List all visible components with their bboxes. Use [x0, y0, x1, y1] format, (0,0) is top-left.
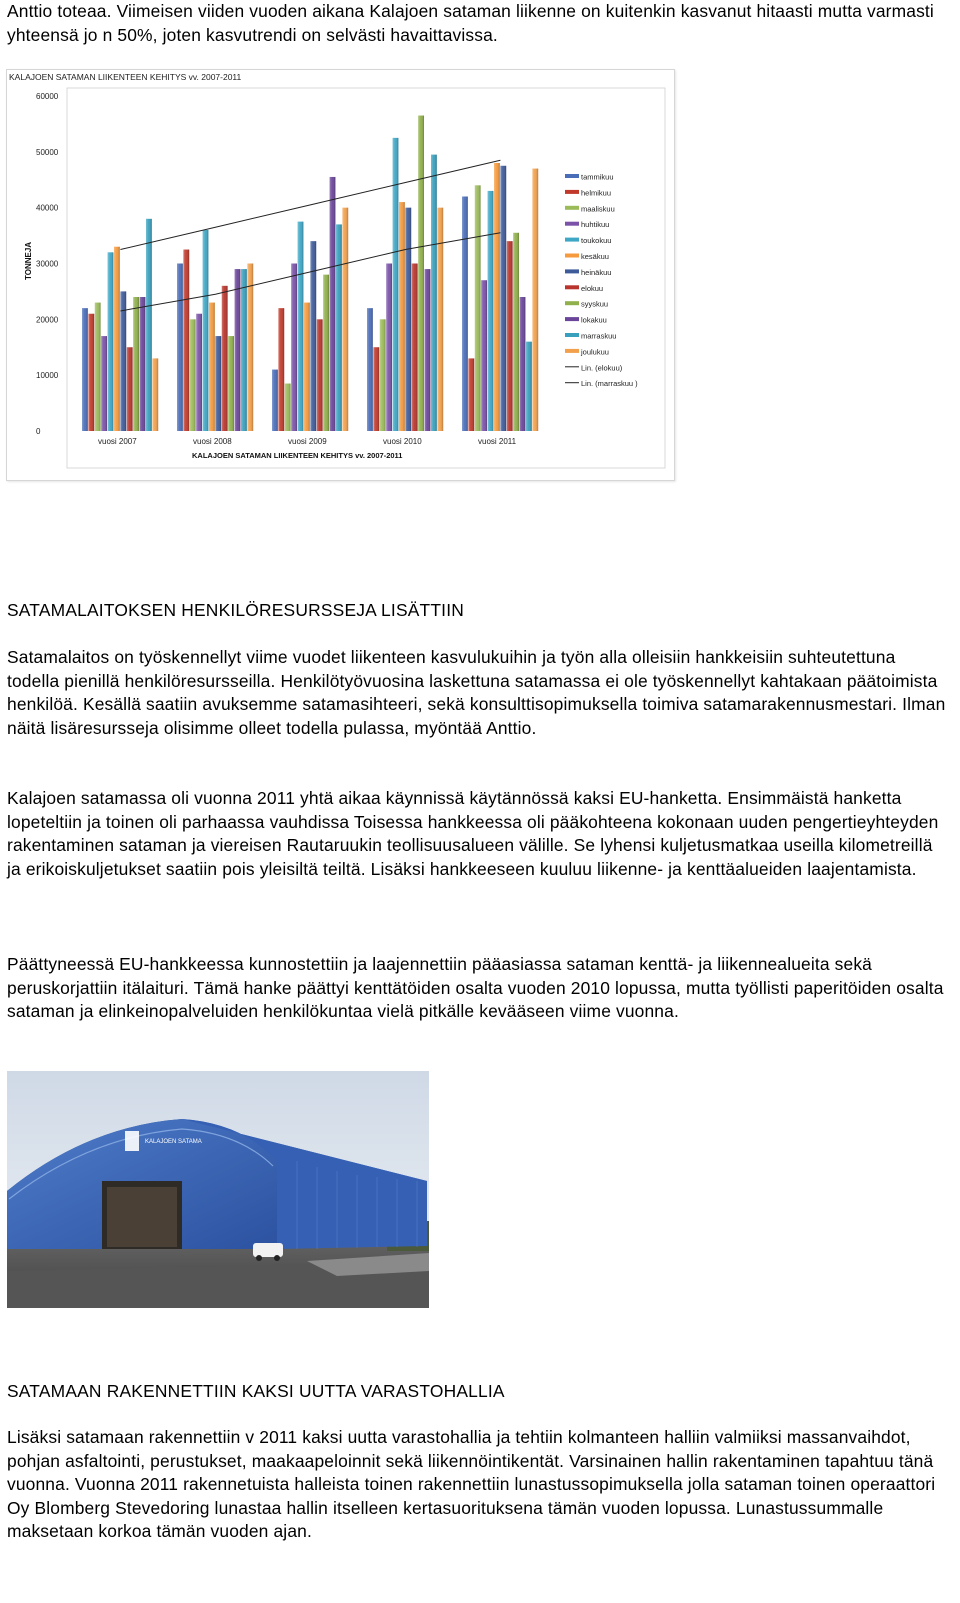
bar-shade	[380, 319, 386, 431]
warehouse-photo-svg	[7, 1071, 429, 1308]
x-tick-label: vuosi 2010	[383, 437, 422, 446]
legend-label: Lin. (marraskuu )	[581, 379, 638, 389]
bar-shade	[152, 358, 158, 431]
bar-shade	[95, 303, 101, 431]
legend-label: joulukuu	[581, 347, 609, 357]
bar-shade	[133, 297, 139, 431]
bar-shade	[235, 269, 241, 431]
bar-shade	[475, 185, 481, 431]
bar-shade	[101, 336, 107, 431]
legend-swatch	[565, 349, 579, 353]
y-tick-label: 60000	[36, 92, 59, 101]
bar-shade	[399, 202, 405, 431]
y-tick-label: 0	[36, 427, 41, 436]
x-tick-label: vuosi 2011	[478, 437, 517, 446]
legend-label: tammikuu	[581, 172, 614, 182]
bar-shade	[336, 224, 342, 431]
section2-paragraph: Lisäksi satamaan rakennettiin v 2011 kaksi uutta varastohallia ja tehtiin kolmanteen halliin valmiiksi massanvaihdot, pohjan asfaltointi, perustukset, maakaapeloinnit sekä liikennöintikentät. Varsinainen hallin rakentaminen tapahtuu tänä vuonna. Vuonna 2011 rakennetuista halleista toinen rakennettiin lunastussopimuksella jolla sataman toinen operaattori Oy Blomberg Stevedoring lunastaa hallin itselleen kertasuorituksena tämän vuoden lopussa. Lunastussummalle maksetaan korkoa tämän vuoden ajan.	[7, 1427, 936, 1542]
bar-shade	[373, 347, 379, 431]
bar-shade	[507, 241, 513, 431]
x-tick-label: vuosi 2008	[193, 437, 232, 446]
x-axis-label: KALAJOEN SATAMAN LIIKENTEEN KEHITYS vv. 2007-2011	[192, 451, 403, 460]
chart-svg	[7, 70, 674, 480]
bar-shade	[488, 191, 494, 431]
bar-shade	[520, 297, 526, 431]
section1-paragraph-1: Satamalaitos on työskennellyt viime vuodet liikenteen kasvulukuihin ja työn alla olleisiin hankkeisiin suhteutettuna todella pienillä henkilöresursseilla. Henkilötyövuosina laskettuna satamassa ei ole työskennellyt kahtakaan päätoimista henkilöä. Kesällä saatiin avuksemme satamasihteeri, sekä konsulttisopimuksella toimiva satamarakennusmestari. Ilman näitä lisäresursseja olisimme olleet todella pulassa, myöntää Anttio.	[7, 647, 946, 738]
bar-shade	[310, 241, 316, 431]
bar-shade	[108, 252, 114, 431]
bar-shade	[285, 384, 291, 431]
bar-shade	[120, 291, 126, 431]
bar-shade	[494, 163, 500, 431]
bar-shade	[209, 303, 215, 431]
y-axis-label: TONNEJA	[24, 241, 33, 280]
x-tick-label: vuosi 2007	[98, 437, 137, 446]
bar-shade	[323, 275, 329, 431]
legend-label: Lin. (elokuu)	[581, 363, 623, 373]
legend-swatch	[565, 174, 579, 178]
section1-heading: SATAMALAITOKSEN HENKILÖRESURSSEJA LISÄTTIIN	[7, 600, 465, 620]
bar-shade	[241, 269, 247, 431]
bar-shade	[386, 264, 392, 432]
legend-swatch	[565, 317, 579, 321]
legend-swatch	[565, 254, 579, 258]
y-tick-label: 50000	[36, 147, 59, 157]
building-sign-text: KALAJOEN SATAMA	[145, 1139, 202, 1145]
x-tick-label: vuosi 2009	[288, 437, 327, 446]
legend-label: huhtikuu	[581, 220, 610, 230]
bar-shade	[342, 208, 348, 431]
bar-shade	[127, 347, 133, 431]
traffic-chart	[6, 69, 675, 481]
bar-shade	[247, 264, 253, 432]
legend-label: lokakuu	[581, 315, 607, 325]
legend-label: heinäkuu	[581, 267, 612, 277]
bar-shade	[526, 342, 532, 431]
bar-shade	[468, 358, 474, 431]
bar-shade	[278, 308, 284, 431]
bar-shade	[425, 269, 431, 431]
legend-swatch	[565, 222, 579, 226]
bar-shade	[146, 219, 152, 431]
bar-shade	[177, 264, 183, 432]
legend-label: marraskuu	[581, 331, 617, 341]
legend-swatch	[565, 190, 579, 194]
legend-label: helmikuu	[581, 188, 612, 198]
legend-label: syyskuu	[581, 299, 609, 309]
bar-shade	[412, 264, 418, 432]
legend-swatch	[565, 301, 579, 305]
section1-paragraph-3: Päättyneessä EU-hankkeessa kunnostettiin ja laajennettiin pääasiassa sataman kenttä- ja liikennealueita sekä peruskorjattiin itälaituri. Tämä hanke päättyi kenttätöiden osalta vuoden 2010 lopussa, mutta työllisti paperitöiden osalta sataman ja elinkeinopalveluiden henkilökuntaa vielä pitkälle kevääseen viime vuonna.	[7, 954, 944, 1022]
bar-shade	[88, 314, 94, 431]
intro-paragraph: Anttio toteaa. Viimeisen viiden vuoden aikana Kalajoen sataman liikenne on kuitenkin kasvanut hitaasti mutta varmasti yhteensä jo n 50%, joten kasvutrendi on selvästi havaittavissa.	[7, 1, 934, 45]
bar-shade	[330, 177, 336, 431]
bar-shade	[462, 197, 468, 432]
bar-shade	[431, 155, 437, 431]
y-tick-label: 20000	[36, 315, 59, 325]
legend-label: toukokuu	[581, 236, 612, 246]
bar-shade	[393, 138, 399, 431]
y-tick-label: 10000	[36, 371, 59, 381]
bar-shade	[500, 166, 506, 431]
bar-shade	[298, 222, 304, 431]
bar-shade	[367, 308, 373, 431]
bar-shade	[513, 233, 519, 431]
bar-shade	[304, 303, 310, 431]
bar-shade	[418, 116, 424, 431]
chart-title: KALAJOEN SATAMAN LIIKENTEEN KEHITYS vv. 2007-2011	[9, 72, 242, 82]
bar-shade	[196, 314, 202, 431]
legend-swatch	[565, 238, 579, 242]
legend-label: kesäkuu	[581, 252, 609, 261]
bar-shade	[114, 247, 120, 431]
bar-shade	[140, 297, 146, 431]
bar-shade	[183, 250, 189, 431]
bar-shade	[222, 286, 228, 431]
legend-swatch	[565, 333, 579, 337]
section2-heading: SATAMAAN RAKENNETTIIN KAKSI UUTTA VARASTOHALLIA	[7, 1381, 505, 1401]
warehouse-photo	[7, 1071, 429, 1308]
legend-swatch	[565, 285, 579, 289]
bar-shade	[532, 169, 538, 431]
bar-shade	[82, 308, 88, 431]
bar-shade	[203, 230, 209, 431]
y-tick-label: 30000	[36, 259, 59, 269]
bar-shade	[291, 264, 297, 432]
bar-shade	[405, 208, 411, 431]
bar-shade	[228, 336, 234, 431]
bar-shade	[190, 319, 196, 431]
bar-shade	[215, 336, 221, 431]
bar-shade	[481, 280, 487, 431]
legend-swatch	[565, 269, 579, 273]
bar-shade	[317, 319, 323, 431]
trendline-Lin-marraskuu-	[120, 160, 500, 249]
bar-shade	[437, 208, 443, 431]
y-tick-label: 40000	[36, 203, 59, 213]
section1-paragraph-2: Kalajoen satamassa oli vuonna 2011 yhtä aikaa käynnissä käytännössä kaksi EU-hanketta. Ensimmäistä hanketta lopeteltiin ja toinen oli parhaassa vauhdissa Toisessa hankkeessa oli pääkohteena kokonaan uuden pengertieyhteyden rakentaminen sataman ja viereisen Rautaruukin teollisuusalueen välille. Se lyhensi kuljetusmatkaa useilla kilometreillä ja erikoiskuljetukset saatiin pois yleisiltä teiltä. Lisäksi hankkeeseen kuuluu liikenne- ja kenttäalueiden laajentamista.	[7, 788, 939, 879]
legend-label: elokuu	[581, 283, 604, 293]
legend-swatch	[565, 206, 579, 210]
bar-shade	[272, 370, 278, 431]
legend-label: maaliskuu	[581, 204, 615, 214]
